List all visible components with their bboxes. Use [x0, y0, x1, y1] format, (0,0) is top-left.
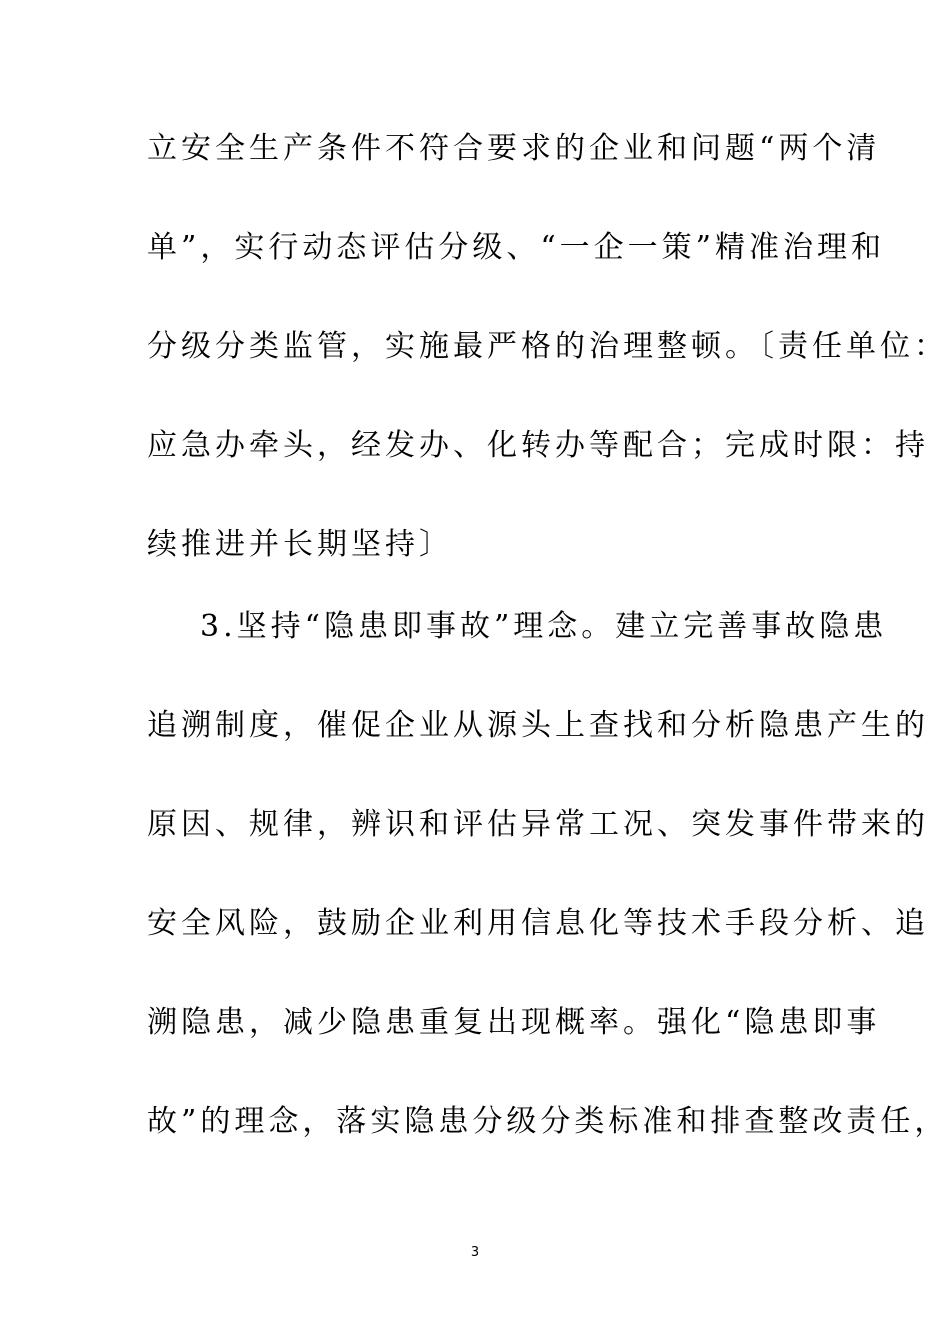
text-line: 追溯制度，催促企业从源头上查找和分析隐患产生的 — [147, 708, 929, 743]
text-line: 原因、规律，辨识和评估异常工况、突发事件带来的 — [147, 807, 929, 842]
text-line: 故”的理念，落实隐患分级分类标准和排查整改责任， — [147, 1104, 949, 1139]
text-line: 应急办牵头，经发办、化转办等配合；完成时限：持 — [147, 428, 929, 463]
paragraph-heading-line: 3.坚持“隐患即事故”理念。建立完善事故隐患 — [200, 609, 888, 644]
text-line: 单”，实行动态评估分级、“一企一策”精准治理和 — [147, 230, 886, 265]
text-line: 安全风险，鼓励企业利用信息化等技术手段分析、追 — [147, 906, 929, 941]
text-line: 溯隐患，减少隐患重复出现概率。强化“隐患即事 — [147, 1005, 881, 1040]
text-line: 续推进并长期坚持〕 — [147, 527, 453, 562]
text-line: 分级分类监管，实施最严格的治理整顿。〔责任单位： — [147, 329, 948, 364]
text-line: 立安全生产条件不符合要求的企业和问题“两个清 — [147, 131, 881, 166]
page-number: 3 — [470, 1245, 480, 1260]
